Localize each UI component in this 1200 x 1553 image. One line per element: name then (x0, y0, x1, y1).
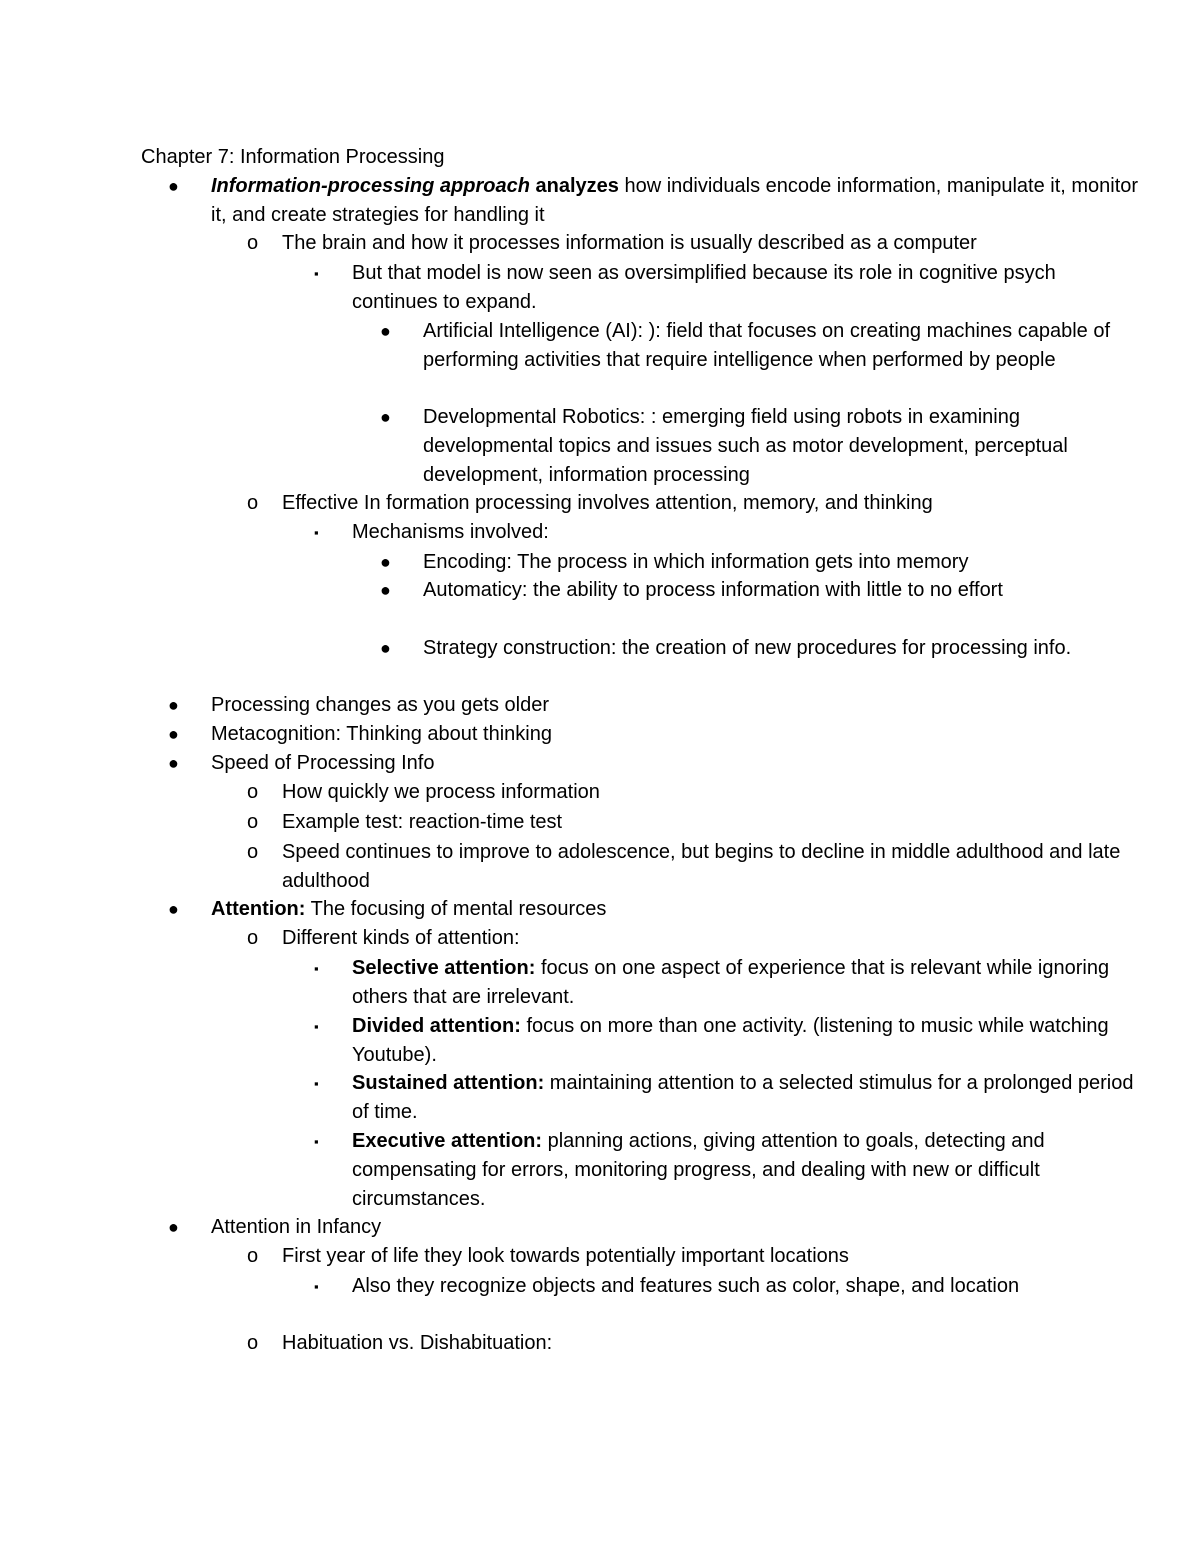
item-text: The focusing of mental resources (305, 898, 607, 920)
item-text: Speed of Processing Info (211, 752, 435, 774)
item-text: The brain and how it processes information is usually described as a computer (282, 232, 977, 254)
bullet-square: ▪ (314, 1076, 319, 1091)
page-title: Chapter 7: Information Processing (141, 146, 445, 168)
item-text: Metacognition: Thinking about thinking (211, 723, 552, 745)
list-item (247, 778, 1142, 807)
bullet-circle: o (247, 232, 259, 254)
list-item (314, 1069, 1142, 1127)
list-item (247, 229, 1142, 258)
item-text: Also they recognize objects and features such as color, shape, and location (352, 1275, 1020, 1297)
term: Executive attention: (352, 1130, 543, 1152)
bullet-square: ▪ (314, 1279, 319, 1294)
item-text: Encoding: The process in which information gets into memory (423, 551, 969, 573)
list-item (380, 576, 1143, 605)
bullet-circle: o (247, 927, 259, 949)
bullet-square: ▪ (314, 525, 319, 540)
list-item (168, 720, 1141, 749)
item-text: Different kinds of attention: (282, 927, 520, 949)
bullet-dot: ● (380, 552, 391, 572)
list-item (380, 317, 1143, 375)
list-item (168, 1213, 1141, 1242)
term: Information-processing approach (211, 175, 530, 197)
bullet-dot: ● (380, 638, 391, 658)
bullet-dot: ● (380, 321, 391, 341)
term: Divided attention: (352, 1015, 521, 1037)
bullet-dot: ● (380, 580, 391, 600)
item-text: Attention in Infancy (211, 1216, 382, 1238)
bullet-square: ▪ (314, 1019, 319, 1034)
item-text: Example test: reaction-time test (282, 811, 563, 833)
bullet-circle: o (247, 811, 259, 833)
item-text: Developmental Robotics: : emerging field using robots in examining developmental topics and issues such as motor development, perceptual development, information processing (423, 406, 1068, 486)
list-item (247, 1242, 1142, 1271)
bullet-dot: ● (168, 1217, 179, 1237)
item-text: How quickly we process information (282, 781, 600, 803)
item-text: Strategy construction: the creation of new procedures for processing info. (423, 637, 1072, 659)
list-item (247, 489, 1142, 518)
list-item (247, 808, 1142, 837)
bullet-square: ▪ (314, 961, 319, 976)
item-text: Mechanisms involved: (352, 521, 549, 543)
bullet-square: ▪ (314, 1134, 319, 1149)
item-text: focus on one aspect of experience that is relevant while ignoring others that are irrelevant. (352, 957, 1110, 1008)
term-verb: analyzes (529, 175, 619, 197)
bullet-circle: o (247, 1245, 259, 1267)
bullet-dot: ● (168, 724, 179, 744)
list-item (314, 1127, 1142, 1214)
bullet-circle: o (247, 1332, 259, 1354)
list-item (168, 749, 1141, 778)
list-item (247, 924, 1142, 953)
term: Attention: (211, 898, 306, 920)
list-item (380, 403, 1143, 490)
item-text: Habituation vs. Dishabituation: (282, 1332, 553, 1354)
item-text: how individuals encode information, manipulate it, monitor it, and create strategies for handling it (211, 175, 1139, 226)
item-text: planning actions, giving attention to goals, detecting and compensating for errors, monitoring progress, and dealing with new or difficult circumstances. (352, 1130, 1045, 1210)
bullet-circle: o (247, 841, 259, 863)
list-item (168, 691, 1141, 720)
item-text: maintaining attention to a selected stimulus for a prolonged period of time. (352, 1072, 1134, 1123)
bullet-square: ▪ (314, 266, 319, 281)
item-text: Speed continues to improve to adolescence, but begins to decline in middle adulthood and late adulthood (282, 841, 1121, 892)
list-item (247, 838, 1142, 896)
bullet-circle: o (247, 781, 259, 803)
bullet-dot: ● (168, 695, 179, 715)
bullet-dot: ● (168, 176, 179, 196)
item-text: Processing changes as you gets older (211, 694, 549, 716)
bullet-circle: o (247, 492, 259, 514)
list-item (247, 1329, 1142, 1358)
bullet-dot: ● (168, 899, 179, 919)
list-item (380, 634, 1143, 663)
list-item (168, 172, 1141, 230)
item-text: Artificial Intelligence (AI): ): field that focuses on creating machines capable of performing activities that require intelligence when performed by people (423, 320, 1111, 371)
list-item (314, 1012, 1142, 1070)
item-text: focus on more than one activity. (listening to music while watching Youtube). (352, 1015, 1109, 1066)
list-item (380, 548, 1143, 577)
term: Selective attention: (352, 957, 536, 979)
bullet-dot: ● (168, 753, 179, 773)
list-item (314, 954, 1142, 1012)
item-text: First year of life they look towards potentially important locations (282, 1245, 849, 1267)
list-item (314, 259, 1142, 317)
list-item (168, 895, 1141, 924)
list-item (314, 518, 1142, 547)
item-text: Effective In formation processing involves attention, memory, and thinking (282, 492, 933, 514)
bullet-dot: ● (380, 407, 391, 427)
term: Sustained attention: (352, 1072, 545, 1094)
item-text: But that model is now seen as oversimplified because its role in cognitive psych continues to expand. (352, 262, 1056, 313)
list-item (314, 1272, 1142, 1301)
item-text: Automaticy: the ability to process information with little to no effort (423, 579, 1003, 601)
